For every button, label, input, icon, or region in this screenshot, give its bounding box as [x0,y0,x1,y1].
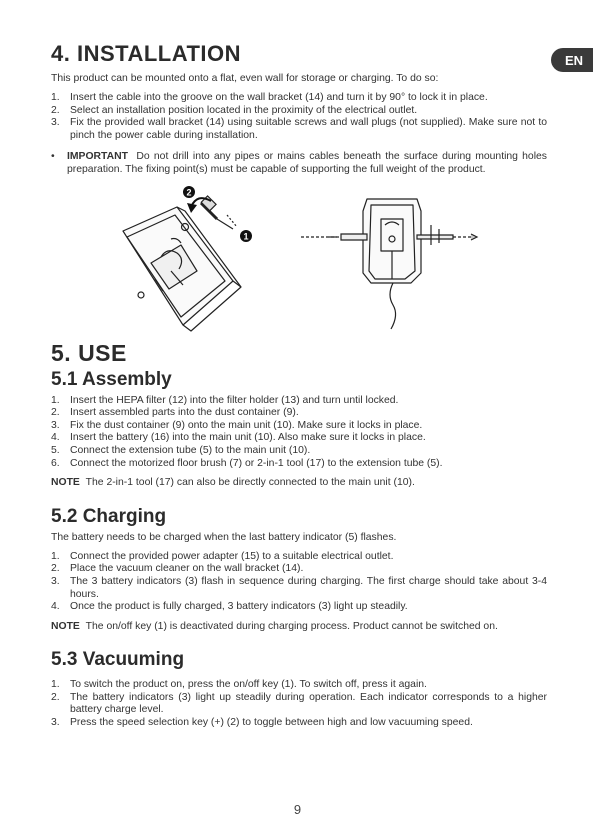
important-text: Do not drill into any pipes or mains cables beneath the surface during mounting holes preparation. The fixing point(s) must be capable of supporting the full weight of the product. [67,151,547,175]
list-item: 2. Place the vacuum cleaner on the wall bracket (14). [51,563,304,575]
list-item: 4. Insert the battery (16) into the main unit (10). Also make sure it locks in place. [51,432,426,444]
vacuuming-heading: 5.3 Vacuuming [51,649,185,671]
wall-bracket-illustration [51,185,547,337]
bracket-back-view [123,207,241,331]
charging-heading: 5.2 Charging [51,505,167,527]
assembly-note: NOTE The 2-in-1 tool (17) can also be directly connected to the main unit (10). [51,477,415,489]
important-label: IMPORTANT [67,151,128,163]
list-item: 1. Insert the cable into the groove on the wall bracket (14) and turn it by 90° to lock it in place. [51,92,488,103]
callout-2-label: 2 [186,187,192,198]
charging-intro: The battery needs to be charged when the last battery indicator (5) flashes. [51,531,397,543]
bullet-icon: • [51,151,55,163]
vacuuming-steps [51,679,547,729]
list-item [51,151,547,176]
important-notice [51,151,547,176]
use-heading: 5. USE [51,339,127,366]
list-item: 5. Connect the extension tube (5) to the main unit (10). [51,444,311,456]
list-item: 1. Insert the HEPA filter (12) into the filter holder (13) and turn until locked. [51,394,399,406]
list-item: 3. Fix the dust container (9) onto the main unit (10). Make sure it locks in place. [51,419,423,431]
callout-1-label: 1 [243,231,249,242]
list-item: 2. The battery indicators (3) light up steadily during operation. Each indicator corresponds to a higher battery charge level. [51,691,547,716]
list-item: 3. The 3 battery indicators (3) flash in sequence during charging. The first charge should take about 3-4 hours. [51,575,547,600]
page-content [51,40,547,730]
charging-steps [51,551,547,614]
assembly-steps [51,395,547,471]
installation-intro: This product can be mounted onto a flat, even wall for storage or charging. To do so: [51,73,439,84]
list-item: 6. Connect the motorized floor brush (7) or 2-in-1 tool (17) to the extension tube (5). [51,457,443,469]
list-item: 2. Insert assembled parts into the dust container (9). [51,407,299,419]
cable-plug [201,195,237,228]
installation-heading: 4. INSTALLATION [51,41,242,66]
installation-figure [51,185,547,335]
list-item: 2. Select an installation position located in the proximity of the electrical outlet. [51,104,418,116]
charging-note: NOTE The on/off key (1) is deactivated during charging process. Product cannot be switched on. [51,620,498,632]
language-badge: EN [551,48,593,72]
assembly-heading: 5.1 Assembly [51,368,172,390]
list-item: 4. Once the product is fully charged, 3 battery indicators (3) light up steadily. [51,601,408,613]
list-item: 1. To switch the product on, press the on/off key (1). To switch off, press it again. [51,679,427,691]
list-item: 1. Connect the provided power adapter (15) to a suitable electrical outlet. [51,550,394,562]
list-item: 3. Fix the provided wall bracket (14) using suitable screws and wall plugs (not supplied). Make sure not to pinch the power cable during installation. [51,117,547,141]
page-number: 9 [293,802,302,817]
arrow-head-icon [187,203,197,213]
bracket-front-view [363,199,421,329]
list-item: 3. Press the speed selection key (+) (2) to toggle between high and low vacuuming speed. [51,717,473,729]
installation-steps [51,92,547,142]
